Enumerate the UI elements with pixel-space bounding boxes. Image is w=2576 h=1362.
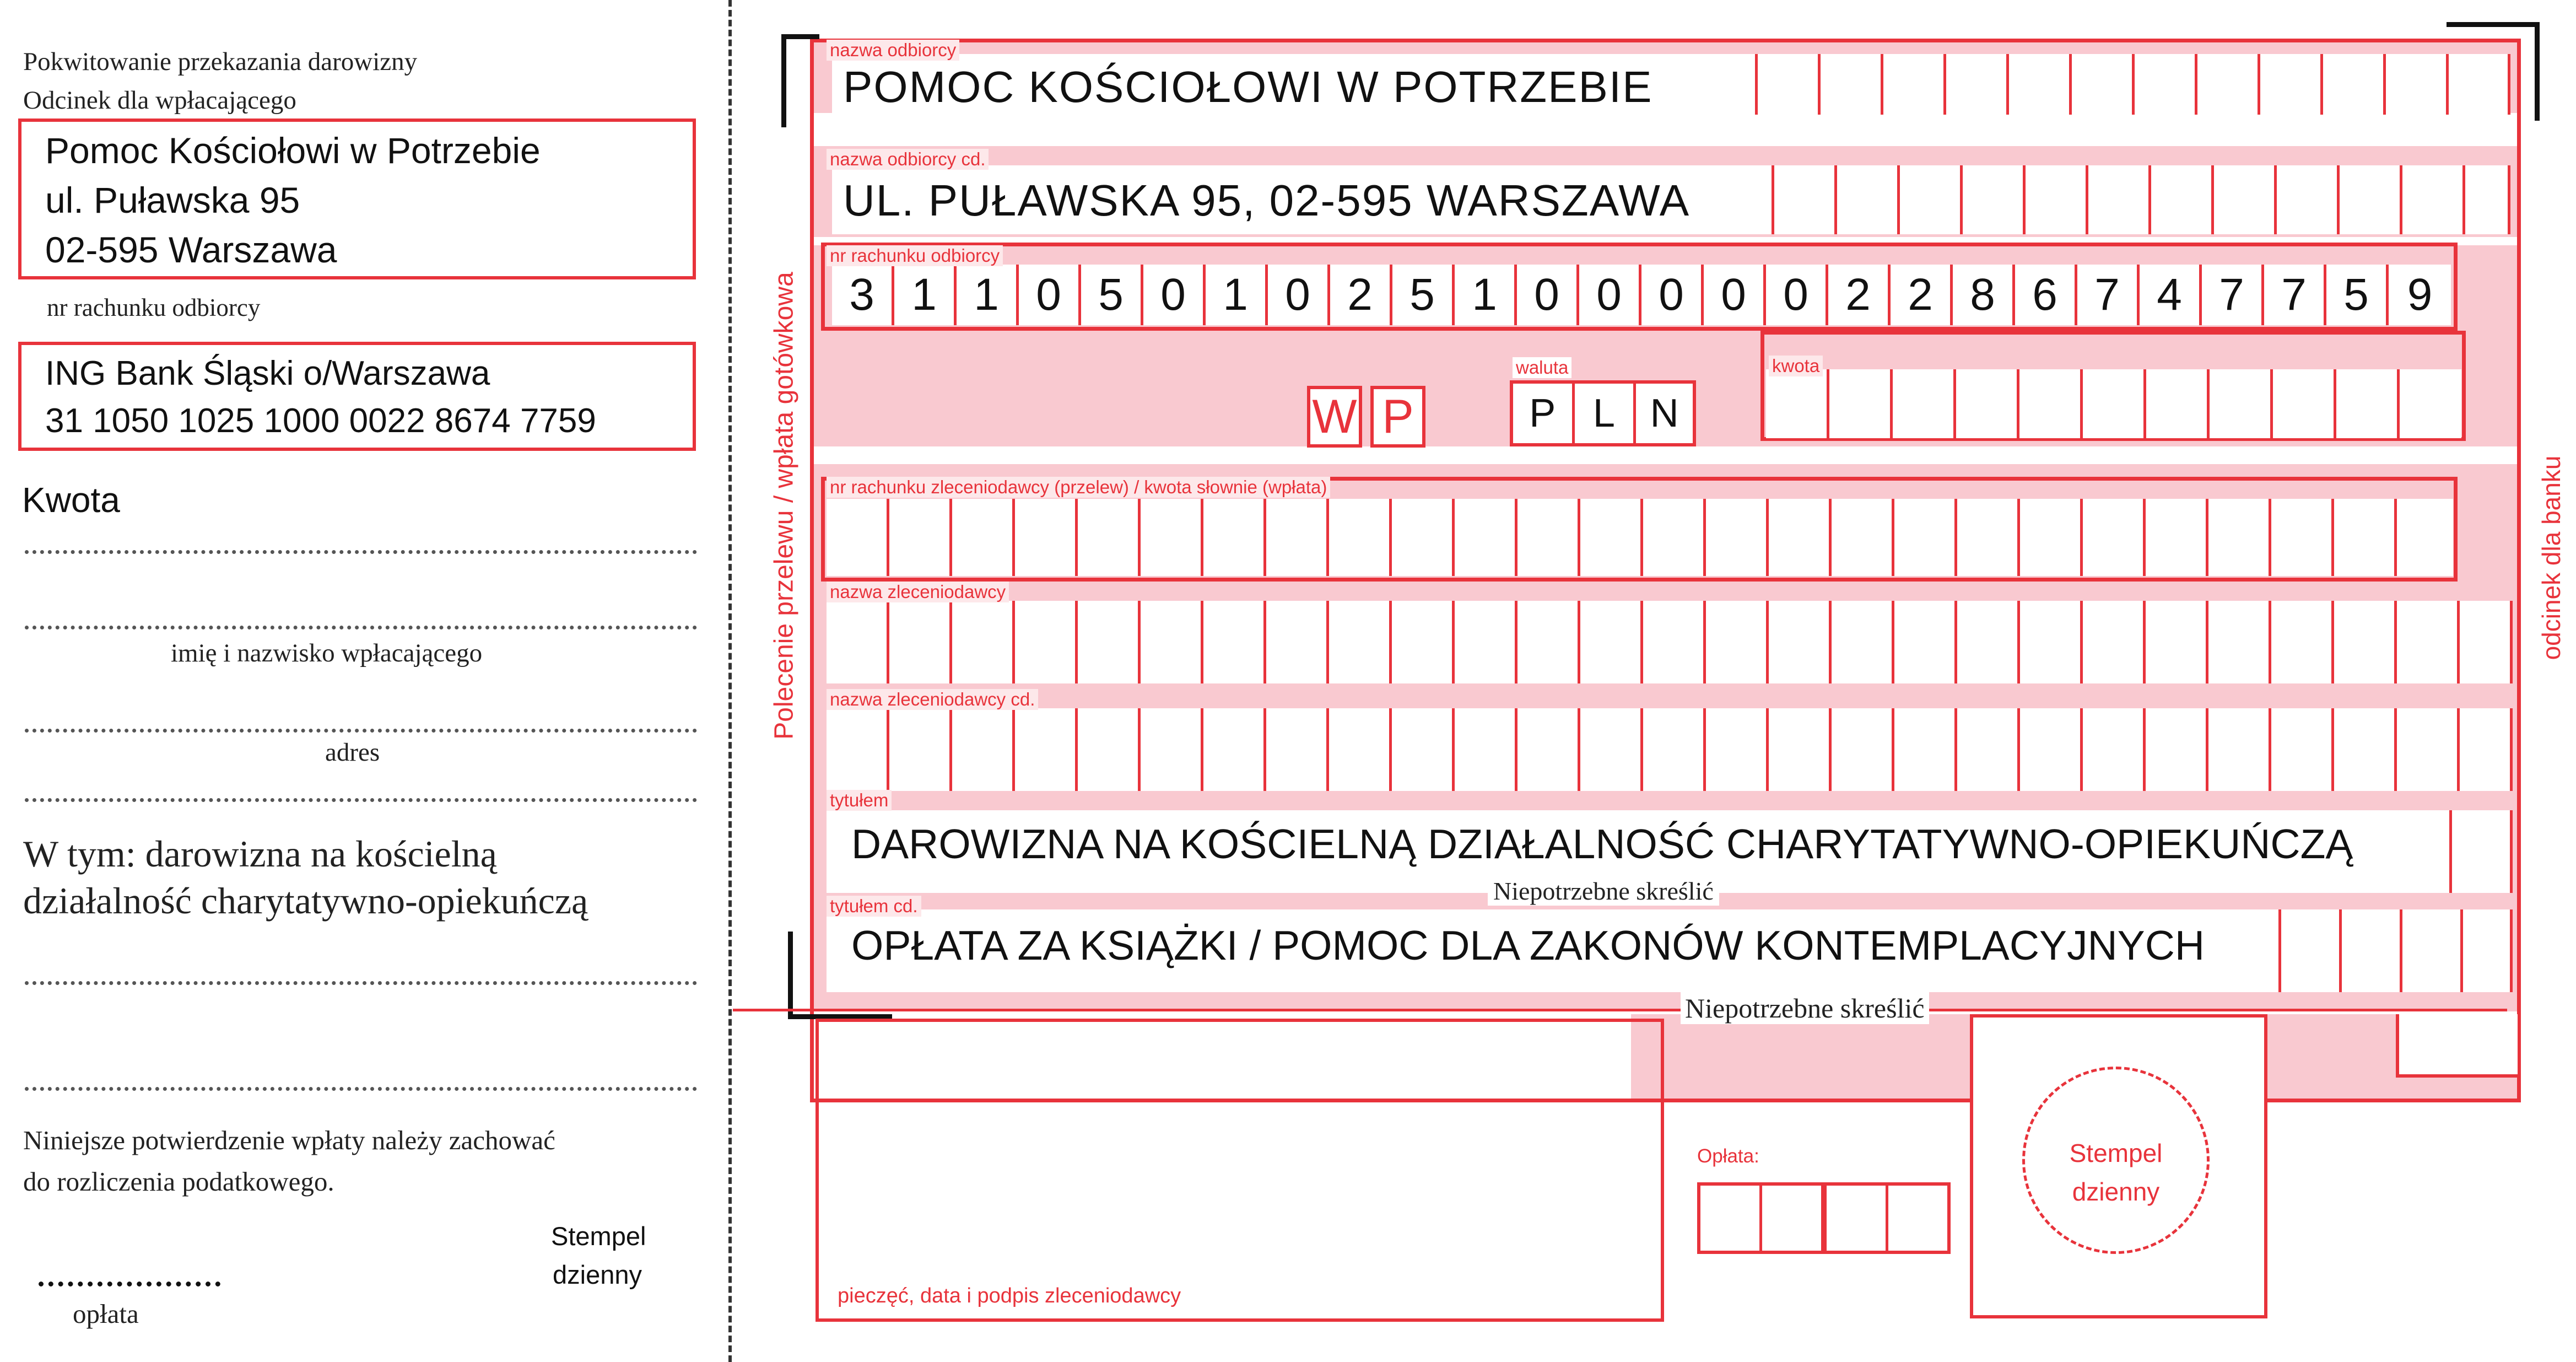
- account-label: nr rachunku odbiorcy: [827, 245, 1003, 266]
- payer-account-label: nr rachunku zleceniodawcy (przelew) / kwota słownie (wpłata): [827, 477, 1330, 498]
- account-digit: 4: [2140, 265, 2202, 325]
- stub-fee-label: opłata: [73, 1299, 139, 1329]
- account-digit: 7: [2202, 265, 2264, 325]
- recipient-name-cont-value: UL. PUŁAWSKA 95, 02-595 WARSZAWA: [843, 176, 1691, 225]
- stub-stamp-line1: Stempel: [551, 1221, 646, 1251]
- stub-bank-name: ING Bank Śląski o/Warszawa: [45, 354, 490, 392]
- amount-dotted-line: [25, 550, 697, 554]
- currency-letter-l: L: [1575, 384, 1637, 443]
- side-label-right-text: odcinek dla banku: [2537, 455, 2566, 660]
- account-digit: 8: [1953, 265, 2015, 325]
- type-letter-w: W: [1307, 386, 1362, 448]
- signature-box[interactable]: [816, 1019, 1664, 1322]
- payer-name-cont-label: nazwa zleceniodawcy cd.: [827, 689, 1038, 710]
- transfer-type-cells[interactable]: [1307, 386, 1428, 448]
- stub-title: Pokwitowanie przekazania darowizny: [23, 47, 418, 76]
- currency-cells[interactable]: [1510, 380, 1696, 446]
- bank-corner-box: [2396, 1014, 2521, 1078]
- title-value: DAROWIZNA NA KOŚCIELNĄ DZIAŁALNOŚĆ CHARYTATYWNO-OPIEKUŃCZĄ: [851, 821, 2353, 867]
- fee-dotted-line: [39, 1282, 220, 1286]
- side-label-left-text: Polecenie przelewu / wpłata gotówkowa: [769, 272, 799, 740]
- stub-payer-name-caption: imię i nazwisko wpłacającego: [171, 639, 483, 667]
- type-letter-p: P: [1370, 386, 1425, 448]
- stamp-line2: dzienny: [2072, 1177, 2160, 1206]
- account-digit: 0: [1517, 265, 1579, 325]
- title-cont-value: OPŁATA ZA KSIĄŻKI / POMOC DLA ZAKONÓW KONTEMPLACYJNYCH: [851, 922, 2205, 968]
- signature-label: pieczęć, data i podpis zleceniodawcy: [838, 1284, 1181, 1307]
- account-digit: 2: [1828, 265, 1891, 325]
- perforation-line: [728, 0, 732, 1362]
- stub-including-line1: W tym: darowizna na kościelną: [23, 833, 497, 875]
- side-label-left: [769, 138, 799, 882]
- address-dotted-line-2: [25, 798, 697, 802]
- payer-name-cells[interactable]: [827, 601, 2513, 683]
- stub-subtitle: Odcinek dla wpłacającego: [23, 86, 296, 115]
- account-digit: 0: [1704, 265, 1766, 325]
- donation-dotted-line-2: [25, 1087, 697, 1091]
- account-digit: 0: [1579, 265, 1641, 325]
- account-digit: 1: [1455, 265, 1517, 325]
- side-label-right: [2537, 386, 2566, 717]
- account-digit: 1: [957, 265, 1019, 325]
- fee-cells[interactable]: [1697, 1182, 1951, 1254]
- account-digit: 2: [1330, 265, 1392, 325]
- strike-note-2: Niepotrzebne skreślić: [1681, 992, 1929, 1024]
- stub-address-caption: adres: [325, 738, 380, 767]
- amount-cells[interactable]: [1766, 369, 2461, 438]
- account-digit: 6: [2015, 265, 2077, 325]
- donation-dotted-line: [25, 981, 697, 985]
- stub-note-line2: do rozliczenia podatkowego.: [23, 1166, 334, 1197]
- account-digit: 9: [2389, 265, 2451, 325]
- account-digit: 1: [1206, 265, 1268, 325]
- account-digit: 7: [2077, 265, 2140, 325]
- fee-label: Opłata:: [1697, 1145, 1759, 1167]
- stamp-line1: Stempel: [2069, 1139, 2163, 1167]
- stub-recipient-city: 02-595 Warszawa: [45, 229, 337, 270]
- stub-including-line2: działalność charytatywno-opiekuńczą: [23, 880, 588, 922]
- stub-note-line1: Niniejsze potwierdzenie wpłaty należy zachować: [23, 1125, 555, 1155]
- currency-label: waluta: [1513, 357, 1571, 378]
- account-digit: 5: [1081, 265, 1143, 325]
- account-digit: 5: [2326, 265, 2389, 325]
- title-cont-label: tytułem cd.: [827, 896, 921, 917]
- stub-stamp-line2: dzienny: [553, 1260, 642, 1289]
- account-digit: 0: [1641, 265, 1704, 325]
- account-digit: 0: [1143, 265, 1206, 325]
- account-digit: 7: [2264, 265, 2326, 325]
- account-digit: 0: [1766, 265, 1828, 325]
- stub-recipient-street: ul. Puławska 95: [45, 180, 300, 220]
- strike-note: Niepotrzebne skreślić: [1488, 876, 1719, 906]
- recipient-name-value: POMOC KOŚCIOŁOWI W POTRZEBIE: [843, 62, 1653, 111]
- bottom-divider: [733, 1009, 2507, 1011]
- account-number-cells[interactable]: [832, 265, 2451, 325]
- currency-letter-n: N: [1650, 391, 1679, 435]
- stub-recipient-name: Pomoc Kościołowi w Potrzebie: [45, 130, 541, 171]
- recipient-name-label: nazwa odbiorcy: [827, 40, 959, 61]
- account-digit: 2: [1891, 265, 1953, 325]
- payer-name-cont-cells[interactable]: [827, 708, 2513, 791]
- payer-name-label: nazwa zleceniodawcy: [827, 582, 1009, 602]
- payer-name-dotted-line: [25, 626, 697, 629]
- corner-mark-top-left: [781, 34, 819, 127]
- currency-letter-p: P: [1513, 384, 1575, 443]
- account-digit: 3: [832, 265, 894, 325]
- recipient-name-cont-label: nazwa odbiorcy cd.: [827, 149, 989, 170]
- account-digit: 5: [1392, 265, 1455, 325]
- payer-account-cells[interactable]: [827, 499, 2453, 576]
- account-digit: 0: [1019, 265, 1081, 325]
- account-digit: 1: [894, 265, 957, 325]
- title-label: tytułem: [827, 790, 892, 811]
- stub-account-number: 31 1050 1025 1000 0022 8674 7759: [45, 402, 596, 440]
- address-dotted-line: [25, 729, 697, 733]
- account-digit: 0: [1268, 265, 1330, 325]
- stub-account-caption: nr rachunku odbiorcy: [47, 294, 261, 321]
- amount-label: kwota: [1769, 356, 1823, 376]
- stub-amount-label: Kwota: [22, 480, 120, 520]
